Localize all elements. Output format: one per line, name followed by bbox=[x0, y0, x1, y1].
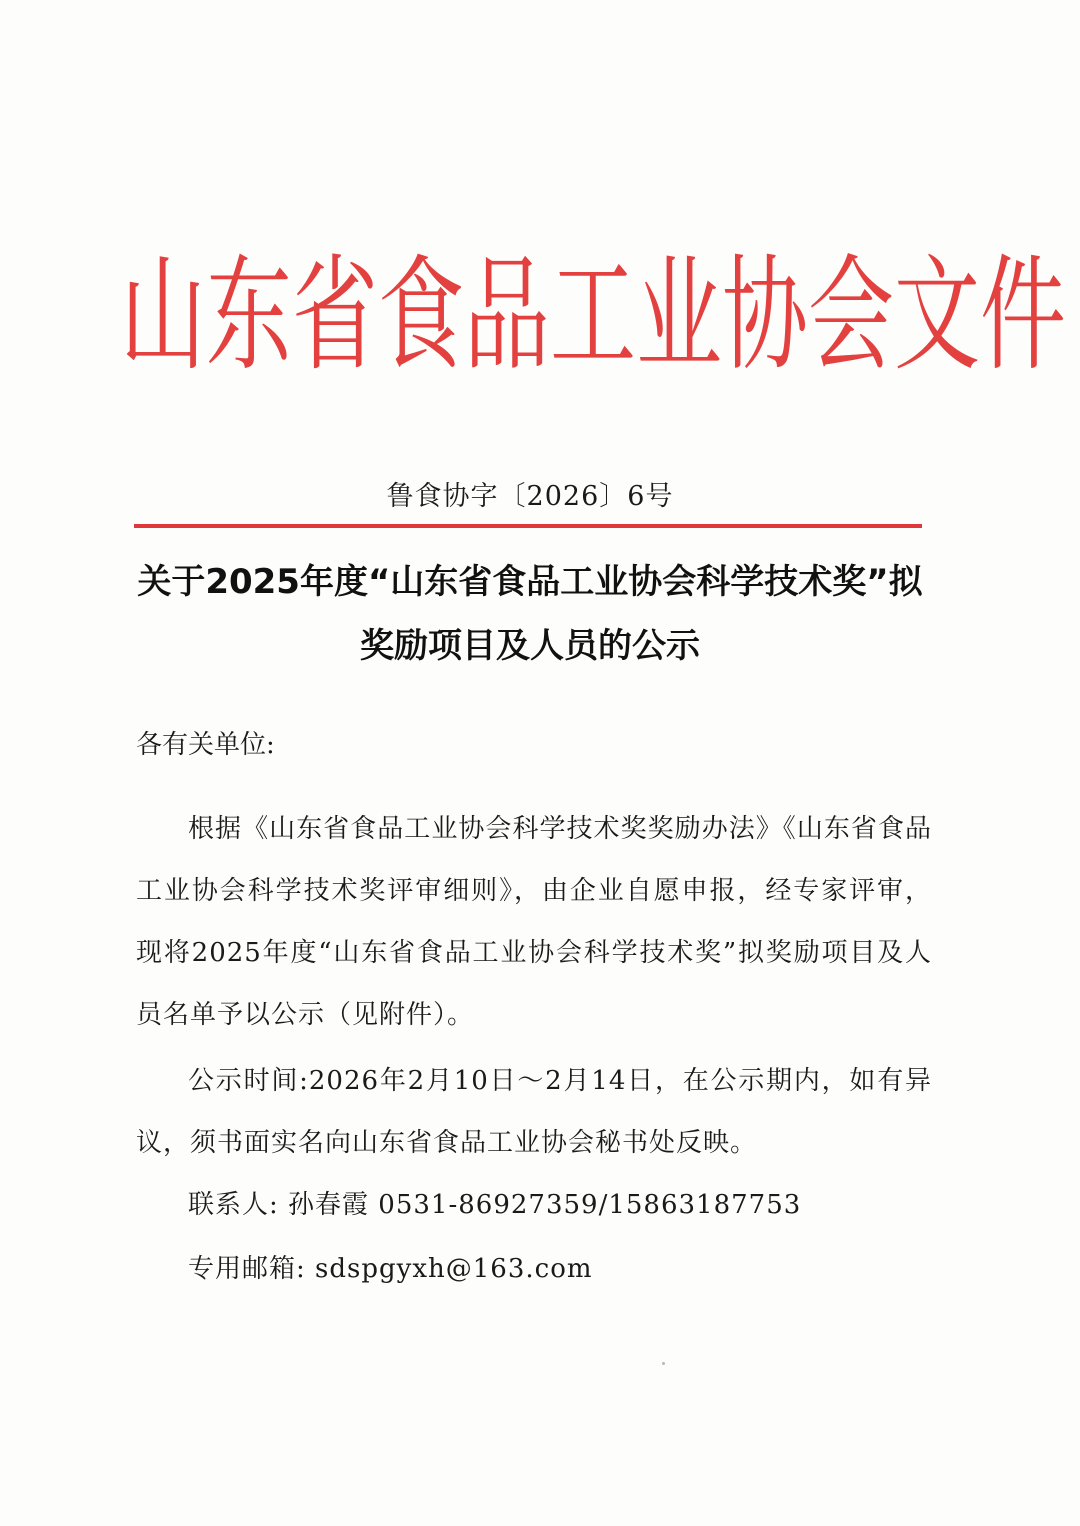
salutation: 各有关单位: bbox=[136, 730, 275, 760]
scan-speck bbox=[662, 1362, 665, 1365]
notice-title: 关于2025年度“山东省食品工业协会科学技术奖”拟奖励项目及人员的公示 bbox=[137, 562, 923, 666]
document-number: 鲁食协字〔2026〕6号 bbox=[386, 481, 674, 512]
email-line: 专用邮箱: sdspgyxh@163.com bbox=[188, 1254, 593, 1284]
contact-line: 联系人: 孙春霞 0531-86927359/15863187753 bbox=[188, 1190, 802, 1220]
red-divider-rule bbox=[134, 524, 922, 528]
masthead-title: 山东省食品工业协会文件 bbox=[120, 243, 1066, 389]
body-paragraph-basis: 根据《山东省食品工业协会科学技术奖奖励办法》《山东省食品工业协会科学技术奖评审细则》，由企业自愿申报，经专家评审，现将2025年度“山东省食品工业协会科学技术奖”拟奖励项目及人员名单予以公示（见附件）。 bbox=[136, 814, 932, 1030]
body-paragraph-period: 公示时间:2026年2月10日～2月14日，在公示期内，如有异议，须书面实名向山东省食品工业协会秘书处反映。 bbox=[136, 1066, 932, 1158]
